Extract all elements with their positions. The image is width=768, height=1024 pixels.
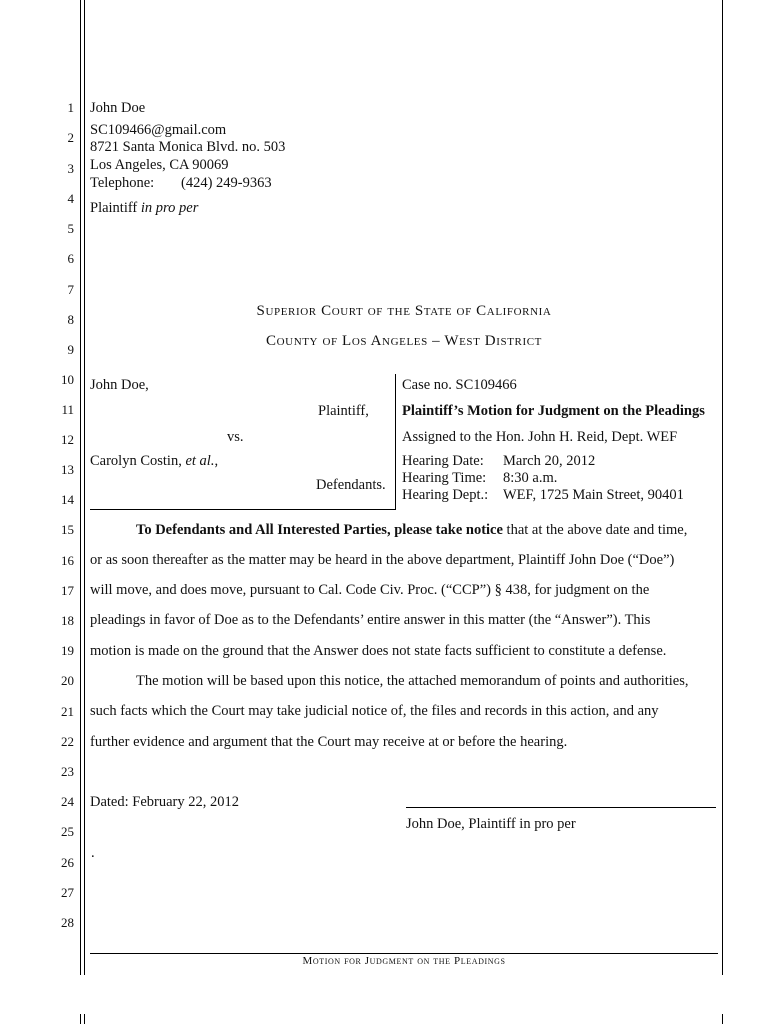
line-number: 19 [61, 643, 74, 658]
line-number: 22 [61, 734, 74, 749]
court-title: Superior Court of the State of California [256, 303, 552, 319]
left-margin-rule-inner [84, 0, 85, 975]
line-number: 4 [67, 191, 74, 206]
line-number: 18 [61, 613, 74, 628]
caption-defendant [90, 452, 218, 470]
notice-heading: To Defendants and All Interested Parties, please take notice [136, 522, 503, 538]
line-number: 1 [67, 100, 74, 115]
party-address-line1: 8721 Santa Monica Blvd. no. 503 [90, 139, 286, 155]
left-margin-rule-outer [80, 0, 81, 975]
line-number: 8 [67, 312, 74, 327]
line-number: 5 [67, 221, 74, 236]
line-number: 11 [61, 402, 74, 417]
line-number: 7 [67, 282, 74, 297]
paragraph-1-line-1 [136, 521, 687, 539]
left-margin-rule-next-page-inner [84, 1014, 85, 1024]
footer-title: Motion for Judgment on the Pleadings [302, 955, 506, 967]
paragraph-1-line-3: will move, and does move, pursuant to Cal. Code Civ. Proc. (“CCP”) § 438, for judgment on the [90, 582, 650, 598]
party-address-line2: Los Angeles, CA 90069 [90, 157, 229, 173]
line-number: 14 [61, 492, 74, 507]
paragraph-2-line-2: such facts which the Court may take judicial notice of, the files and records in this action, and any [90, 703, 659, 719]
party-role-prefix: Plaintiff [90, 200, 138, 216]
line-number: 10 [61, 372, 74, 387]
signer-name: John Doe, Plaintiff in pro per [406, 816, 576, 832]
caption-defendant-etal: et al. [185, 453, 215, 469]
caption-defendant-comma: , [214, 453, 219, 469]
court-county: County of Los Angeles – West District [266, 333, 542, 349]
line-number: 12 [61, 432, 74, 447]
hearing-time: 8:30 a.m. [503, 470, 558, 486]
paragraph-2-line-3: further evidence and argument that the Court may receive at or before the hearing. [90, 734, 568, 750]
left-margin-rule-next-page-outer [80, 1014, 81, 1024]
line-number: 3 [67, 161, 74, 176]
line-number: 25 [61, 824, 74, 839]
caption-plaintiff: John Doe, [90, 377, 149, 393]
notice-text: that at the above date and time, [506, 522, 688, 538]
right-margin-rule-next-page [722, 1014, 723, 1024]
paragraph-2-line-1: The motion will be based upon this notice, the attached memorandum of points and authorities, [136, 673, 689, 689]
line-number: 15 [61, 522, 74, 537]
case-number: Case no. SC109466 [402, 377, 517, 393]
hearing-dept: WEF, 1725 Main Street, 90401 [503, 487, 684, 503]
line-number: 17 [61, 583, 74, 598]
caption-bottom-rule [90, 509, 396, 510]
line-number: 13 [61, 462, 74, 477]
hearing-dept-label: Hearing Dept.: [402, 487, 489, 503]
party-name: John Doe [90, 100, 146, 116]
caption-versus: vs. [227, 429, 244, 445]
party-telephone-label: Telephone: [90, 175, 155, 191]
line-number: 20 [61, 673, 74, 688]
line-number: 24 [61, 794, 74, 809]
line-number: 6 [67, 251, 74, 266]
paragraph-1-line-4: pleadings in favor of Doe as to the Defendants’ entire answer in this matter (the “Answer”). This [90, 612, 651, 628]
line-number: 16 [61, 553, 74, 568]
hearing-date: March 20, 2012 [503, 453, 596, 469]
paragraph-1-line-5: motion is made on the ground that the Answer does not state facts sufficient to constitute a defense. [90, 643, 667, 659]
paragraph-1-line-2: or as soon thereafter as the matter may be heard in the above department, Plaintiff John Doe (“Doe”) [90, 552, 675, 568]
line-number: 26 [61, 855, 74, 870]
caption-defendants-label: Defendants. [316, 477, 386, 493]
line-number: 9 [67, 342, 74, 357]
line-number: 28 [61, 915, 74, 930]
line-number: 2 [67, 130, 74, 145]
party-email: SC109466@gmail.com [90, 122, 227, 138]
party-telephone: (424) 249-9363 [181, 175, 272, 191]
party-role [90, 199, 198, 217]
right-margin-rule [722, 0, 723, 975]
signature-line [406, 807, 716, 808]
party-role-italic: in pro per [140, 200, 199, 216]
hearing-time-label: Hearing Time: [402, 470, 487, 486]
caption-defendant-name: Carolyn Costin, [90, 453, 182, 469]
caption-plaintiff-label: Plaintiff, [318, 403, 369, 419]
hearing-date-label: Hearing Date: [402, 453, 484, 469]
assigned-judge: Assigned to the Hon. John H. Reid, Dept. WEF [402, 429, 678, 445]
line-number: 27 [61, 885, 74, 900]
document-title: Plaintiff’s Motion for Judgment on the Pleadings [402, 403, 705, 419]
stray-dot: . [91, 845, 95, 861]
line-number: 23 [61, 764, 74, 779]
line-number: 21 [61, 704, 74, 719]
caption-vertical-rule [395, 374, 396, 510]
dated-line: Dated: February 22, 2012 [90, 794, 239, 810]
